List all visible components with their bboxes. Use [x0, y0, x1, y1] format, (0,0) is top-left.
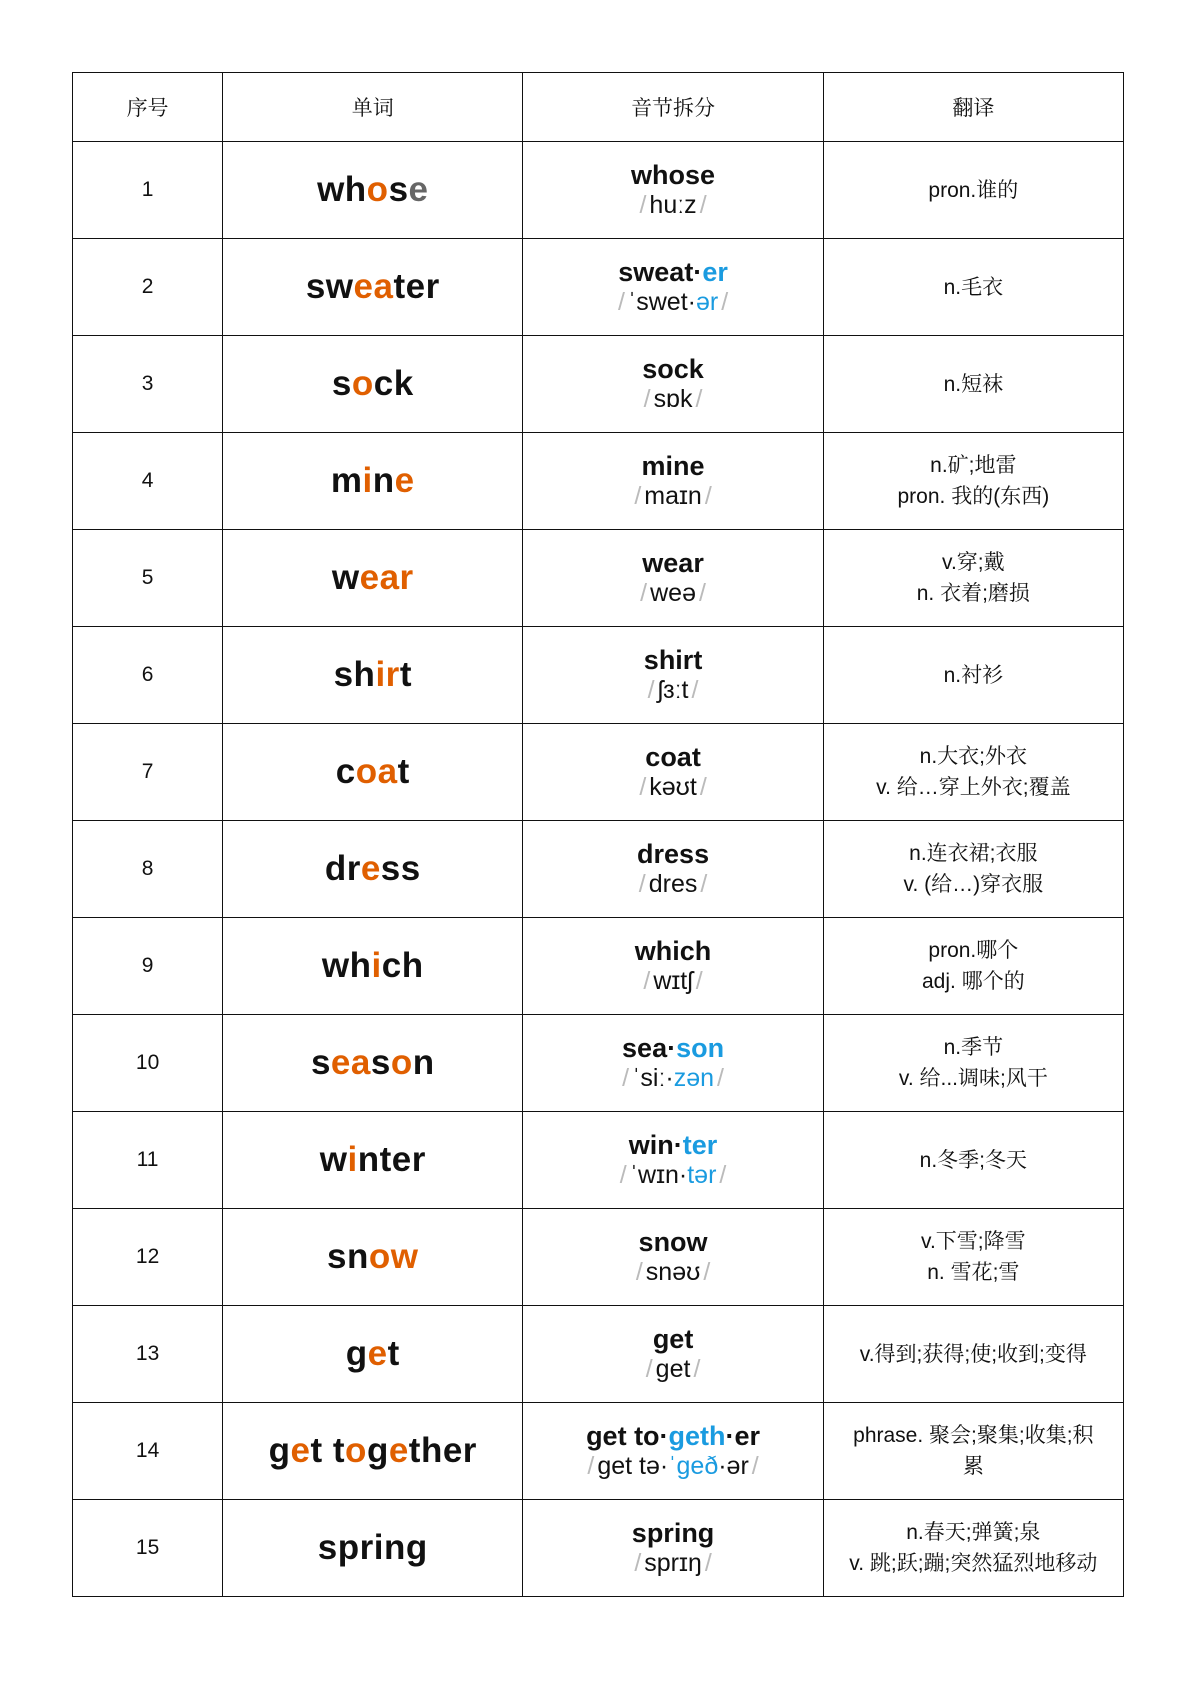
table-row [73, 918, 1124, 1015]
row-number: 3 [73, 336, 223, 433]
phonetic-slash: / [700, 870, 708, 898]
phonetic-slash: / [647, 676, 655, 704]
row-number: 11 [73, 1112, 223, 1209]
word-segment: oa [355, 752, 398, 791]
syllable-split [523, 742, 822, 772]
syllable-split [523, 1421, 822, 1451]
word-segment: w [319, 1140, 348, 1179]
phonetic-segment: ˈwɪn· [629, 1161, 688, 1189]
word-cell [223, 918, 523, 1015]
syllable-cell [523, 627, 823, 724]
translation-cell [823, 821, 1123, 918]
syllable-segment: win· [628, 1130, 683, 1160]
translation-line: n.连衣裙;衣服 [909, 842, 1038, 865]
phonetic-slash: / [721, 288, 729, 316]
word-segment: ir [375, 655, 400, 694]
phonetic [523, 384, 822, 414]
word-segment: ck [373, 364, 414, 403]
phonetic-segment: sɒk [653, 385, 693, 413]
word-segment: ch [381, 946, 424, 985]
translation-cell [823, 627, 1123, 724]
table-row [73, 142, 1124, 239]
phonetic [523, 1063, 822, 1093]
phonetic-segment: kəʊt [649, 773, 697, 801]
translation-line: phrase. 聚会;聚集;收集;积 [853, 1424, 1094, 1447]
translation-line: v.下雪;降雪 [921, 1230, 1026, 1253]
translation-line: n.短袜 [943, 372, 1004, 396]
phonetic-slash: / [695, 385, 703, 413]
word-cell [223, 530, 523, 627]
word-segment: i [362, 461, 373, 500]
word-segment: o [345, 1431, 367, 1470]
translation-line: n.季节 [943, 1036, 1004, 1059]
word-segment: i [347, 1140, 358, 1179]
word-segment: ther [408, 1431, 477, 1470]
word-segment: spring [317, 1528, 428, 1567]
phonetic-slash: / [634, 482, 642, 510]
phonetic [523, 1160, 822, 1190]
table-body [73, 142, 1124, 1597]
word-segment: n [412, 1043, 435, 1082]
syllable-segment: ·er [725, 1421, 761, 1451]
row-number: 6 [73, 627, 223, 724]
phonetic-slash: / [704, 482, 712, 510]
table-row [73, 530, 1124, 627]
table-row [73, 1209, 1124, 1306]
phonetic-slash: / [695, 967, 703, 995]
syllable-segment: wear [642, 548, 704, 578]
phonetic-segment: ˈswet· [627, 288, 696, 316]
table-row [73, 1112, 1124, 1209]
phonetic-slash: / [699, 773, 707, 801]
phonetic-segment: tər [687, 1161, 717, 1189]
word-segment: ow [368, 1237, 419, 1276]
word-segment: s [310, 1043, 331, 1082]
word-segment: n [372, 461, 395, 500]
syllable-cell [523, 1209, 823, 1306]
word-segment: e [388, 1431, 409, 1470]
phonetic-slash: / [703, 1258, 711, 1286]
syllable-cell [523, 1500, 823, 1597]
word-segment: dr [324, 849, 361, 888]
phonetic-slash: / [639, 773, 647, 801]
syllable-segment: geth [668, 1421, 726, 1451]
word-cell [223, 1015, 523, 1112]
word-segment: wh [321, 946, 372, 985]
word-cell [223, 1112, 523, 1209]
syllable-cell [523, 433, 823, 530]
phonetic-segment: dres [648, 870, 698, 898]
header-row [73, 73, 1124, 142]
word-segment: g [268, 1431, 291, 1470]
syllable-cell [523, 724, 823, 821]
translation-line: v. 跳;跃;蹦;突然猛烈地移动 [849, 1552, 1098, 1575]
syllable-cell [523, 1112, 823, 1209]
table-row [73, 433, 1124, 530]
word-segment: c [335, 752, 356, 791]
table-row [73, 239, 1124, 336]
syllable-split [523, 1227, 822, 1257]
phonetic-segment: wɪtʃ [653, 967, 693, 995]
translation-cell [823, 1403, 1123, 1500]
phonetic-segment: ər [695, 288, 719, 316]
syllable-cell [523, 821, 823, 918]
syllable-cell [523, 142, 823, 239]
phonetic [523, 1451, 822, 1481]
phonetic [523, 287, 822, 317]
phonetic-segment: maɪn [644, 482, 702, 510]
row-number: 13 [73, 1306, 223, 1403]
syllable-split [523, 1518, 822, 1548]
word-segment: ea [353, 267, 394, 306]
word-segment: sh [333, 655, 376, 694]
syllable-segment: sock [642, 354, 704, 384]
phonetic-slash: / [617, 288, 625, 316]
phonetic-slash: / [587, 1452, 595, 1480]
phonetic [523, 1548, 822, 1578]
word-cell [223, 821, 523, 918]
translation-line: pron.谁的 [928, 178, 1019, 202]
header-translation: 翻译 [823, 73, 1123, 142]
syllable-cell [523, 1015, 823, 1112]
translation-line: n.矿;地雷 [930, 454, 1017, 477]
word-segment: sw [305, 267, 354, 306]
phonetic-segment: snəʊ [645, 1258, 701, 1286]
translation-line: v. 给…穿上外衣;覆盖 [876, 776, 1071, 799]
syllable-split [523, 1130, 822, 1160]
syllable-split [523, 257, 822, 287]
translation-line: v. 给...调味;风干 [898, 1067, 1048, 1090]
syllable-segment: son [676, 1033, 725, 1063]
syllable-segment: ter [682, 1130, 718, 1160]
translation-cell [823, 1209, 1123, 1306]
phonetic-slash: / [635, 1258, 643, 1286]
word-cell [223, 142, 523, 239]
phonetic [523, 772, 822, 802]
syllable-cell [523, 239, 823, 336]
translation-cell [823, 433, 1123, 530]
syllable-segment: snow [638, 1227, 708, 1257]
table-row [73, 1500, 1124, 1597]
phonetic [523, 1257, 822, 1287]
translation-cell [823, 918, 1123, 1015]
word-segment: t [397, 752, 410, 791]
row-number: 10 [73, 1015, 223, 1112]
table-row [73, 724, 1124, 821]
syllable-split [523, 160, 822, 190]
translation-line: n. 雪花;雪 [927, 1261, 1020, 1284]
word-segment: s [331, 364, 352, 403]
phonetic-slash: / [640, 579, 648, 607]
phonetic [523, 481, 822, 511]
translation-cell [823, 1015, 1123, 1112]
word-segment: ss [380, 849, 421, 888]
phonetic [523, 675, 822, 705]
phonetic-segment: ˈgeð [668, 1452, 719, 1480]
word-cell [223, 1306, 523, 1403]
syllable-segment: mine [641, 451, 705, 481]
translation-line: 累 [962, 1455, 984, 1478]
table-row [73, 336, 1124, 433]
word-segment: e [367, 1334, 388, 1373]
phonetic-slash: / [699, 579, 706, 607]
translation-cell [823, 530, 1123, 627]
word-segment: nter [357, 1140, 426, 1179]
syllable-cell [523, 1403, 823, 1500]
syllable-segment: dress [637, 839, 710, 869]
word-segment: s [388, 170, 409, 209]
translation-line: v. (给…)穿衣服 [903, 873, 1044, 896]
table-row [73, 1015, 1124, 1112]
translation-cell [823, 1306, 1123, 1403]
word-segment: t [387, 1334, 400, 1373]
phonetic-slash: / [704, 1549, 712, 1577]
syllable-split [523, 839, 822, 869]
syllable-segment: whose [631, 160, 716, 190]
phonetic-slash: / [717, 1064, 724, 1092]
syllable-segment: which [634, 936, 712, 966]
phonetic [523, 190, 822, 220]
word-segment: s [370, 1043, 391, 1082]
word-segment: sn [327, 1237, 369, 1276]
phonetic-segment: weə [650, 579, 696, 607]
translation-line: pron.哪个 [928, 939, 1019, 962]
header-word: 单词 [223, 73, 523, 142]
word-segment: wh [317, 170, 367, 209]
phonetic-slash: / [645, 1355, 653, 1383]
translation-line: v.得到;获得;使;收到;变得 [859, 1342, 1087, 1366]
phonetic [523, 966, 822, 996]
phonetic-slash: / [719, 1161, 727, 1189]
word-segment: m [330, 461, 363, 500]
phonetic-slash: / [634, 1549, 642, 1577]
phonetic-slash: / [643, 385, 651, 413]
syllable-segment: sweat· [618, 257, 703, 287]
syllable-segment: er [702, 257, 728, 287]
word-cell [223, 1209, 523, 1306]
row-number: 1 [73, 142, 223, 239]
word-segment: e [394, 461, 415, 500]
row-number: 15 [73, 1500, 223, 1597]
word-segment: o [390, 1043, 413, 1082]
phonetic-segment: get tə· [597, 1452, 669, 1480]
syllable-segment: get [652, 1324, 694, 1354]
phonetic-slash: / [619, 1161, 627, 1189]
phonetic-slash: / [691, 676, 699, 704]
word-segment: g [345, 1334, 368, 1373]
vocabulary-table [72, 72, 1124, 1597]
word-segment: i [371, 946, 382, 985]
phonetic-segment: ˈsiː· [632, 1064, 674, 1092]
syllable-segment: spring [631, 1518, 715, 1548]
row-number: 5 [73, 530, 223, 627]
phonetic-segment: zən [673, 1064, 715, 1092]
word-cell [223, 239, 523, 336]
translation-cell [823, 1112, 1123, 1209]
word-segment: o [366, 170, 389, 209]
translation-line: adj. 哪个的 [922, 970, 1025, 993]
phonetic-slash: / [638, 870, 646, 898]
syllable-split [523, 645, 822, 675]
syllable-split [523, 1324, 822, 1354]
phonetic-slash: / [699, 191, 707, 219]
word-segment: o [351, 364, 374, 403]
phonetic-segment: ʃɜːt [657, 676, 689, 704]
word-cell [223, 1403, 523, 1500]
phonetic-slash: / [693, 1355, 701, 1383]
syllable-segment: coat [645, 742, 701, 772]
table-row [73, 1403, 1124, 1500]
phonetic-slash: / [643, 967, 651, 995]
header-number: 序号 [73, 73, 223, 142]
word-cell [223, 627, 523, 724]
phonetic-segment: huːz [649, 191, 697, 219]
word-segment: t t [310, 1431, 346, 1470]
row-number: 2 [73, 239, 223, 336]
table-row [73, 1306, 1124, 1403]
phonetic [523, 869, 822, 899]
translation-line: v.穿;戴 [942, 551, 1005, 574]
syllable-cell [523, 918, 823, 1015]
phonetic-slash: / [639, 191, 647, 219]
word-segment: ea [330, 1043, 371, 1082]
syllable-segment: sea· [622, 1033, 677, 1063]
word-cell [223, 433, 523, 530]
syllable-split [523, 354, 822, 384]
row-number: 9 [73, 918, 223, 1015]
word-segment: e [408, 170, 429, 209]
syllable-cell [523, 336, 823, 433]
syllable-cell [523, 1306, 823, 1403]
translation-line: n. 衣着;磨损 [916, 582, 1030, 605]
translation-line: n.春天;弹簧;泉 [906, 1521, 1041, 1544]
word-segment: e [360, 849, 381, 888]
word-cell [223, 336, 523, 433]
translation-line: pron. 我的(东西) [897, 485, 1050, 508]
phonetic-segment: get [655, 1355, 691, 1383]
translation-line: n.毛衣 [943, 275, 1004, 299]
translation-cell [823, 1500, 1123, 1597]
row-number: 14 [73, 1403, 223, 1500]
translation-line: n.大衣;外衣 [919, 745, 1028, 768]
word-cell [223, 724, 523, 821]
word-segment: ear [359, 558, 414, 597]
header-syllables: 音节拆分 [523, 73, 823, 142]
translation-cell [823, 724, 1123, 821]
syllable-split [523, 1033, 822, 1063]
syllable-split [523, 936, 822, 966]
word-segment: e [290, 1431, 311, 1470]
row-number: 7 [73, 724, 223, 821]
table-row [73, 821, 1124, 918]
phonetic [523, 578, 822, 608]
word-cell [223, 1500, 523, 1597]
phonetic-segment: ·ər [718, 1452, 749, 1480]
translation-line: n.冬季;冬天 [919, 1148, 1028, 1172]
phonetic-slash: / [622, 1064, 630, 1092]
word-segment: ter [393, 267, 440, 306]
row-number: 8 [73, 821, 223, 918]
phonetic [523, 1354, 822, 1384]
syllable-segment: get to· [586, 1421, 669, 1451]
phonetic-segment: sprɪŋ [644, 1549, 702, 1577]
syllable-split [523, 548, 822, 578]
syllable-cell [523, 530, 823, 627]
translation-cell [823, 239, 1123, 336]
syllable-segment: shirt [643, 645, 703, 675]
translation-line: n.衬衫 [943, 663, 1004, 687]
row-number: 12 [73, 1209, 223, 1306]
phonetic-slash: / [751, 1452, 759, 1480]
word-segment: g [366, 1431, 389, 1470]
translation-cell [823, 336, 1123, 433]
word-segment: t [399, 655, 412, 694]
table-row [73, 627, 1124, 724]
translation-cell [823, 142, 1123, 239]
syllable-split [523, 451, 822, 481]
word-segment: w [331, 558, 360, 597]
row-number: 4 [73, 433, 223, 530]
